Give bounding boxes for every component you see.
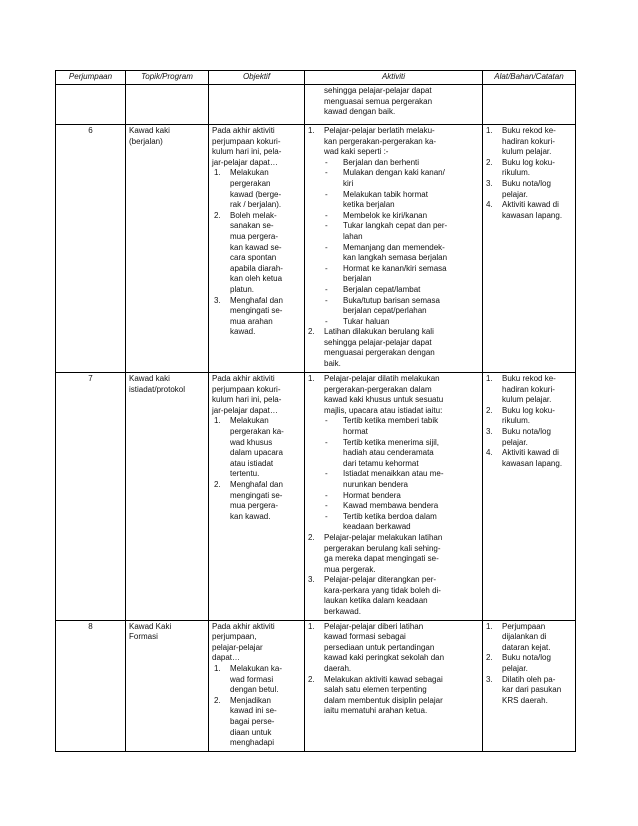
list-marker: 3. (486, 178, 493, 188)
objective-item (212, 480, 301, 522)
topic-text: Kawad kaki istiadat/protokol (129, 374, 186, 394)
cell-aktiviti (305, 373, 483, 621)
objective-intro: Pada akhir aktiviti perjumpaan kokuri- kulum hari ini, pela- jar-pelajar dapat… (212, 374, 282, 415)
cell-topik (126, 85, 209, 125)
activity-subitem (308, 491, 479, 502)
list-marker: 2. (486, 157, 493, 167)
list-marker: 3. (308, 575, 315, 585)
list-marker: - (325, 511, 328, 521)
list-marker: - (325, 168, 328, 178)
list-text: Kawad membawa bendera (343, 501, 439, 511)
cell-topik (126, 620, 209, 751)
objective-intro: Pada akhir aktiviti perjumpaan, pelajar-pelajar dapat… (212, 621, 275, 663)
list-marker: 2. (214, 210, 221, 220)
list-text: Buku nota/log pelajar. (502, 653, 551, 674)
cell-objektif (209, 85, 305, 125)
activity-continuation: sehingga pelajar-pelajar dapat menguasai semua pergerakan kawad dengan baik. (324, 86, 433, 117)
list-text: Pelajar-pelajar diberi latihan kawad formasi sebagai persediaan untuk pertandingan kawad kaki peringkat sekolah dan daerah. (324, 621, 445, 674)
list-text: Melakukan tabik hormat ketika berjalan (343, 189, 428, 210)
cell-topik (126, 373, 209, 621)
list-marker: - (325, 189, 328, 199)
cell-perjumpaan (56, 620, 126, 751)
activity-item (308, 533, 479, 575)
activity-subitem (308, 438, 479, 470)
cell-objektif (209, 620, 305, 751)
list-text: Melakukan pergerakan ka- wad khusus dalam upacara atau istiadat tertentu. (230, 416, 284, 479)
list-marker: - (325, 284, 328, 294)
list-text: Berjalan dan berhenti (343, 157, 420, 167)
list-marker: 1. (308, 374, 315, 383)
list-marker: 3. (486, 426, 493, 436)
list-text: Aktiviti kawad di kawasan lapang. (502, 200, 563, 220)
header-aktiviti: Aktiviti (305, 71, 483, 85)
list-text: Pelajar-pelajar dilatih melakukan pergerakan-pergerakan dalam kawad kaki khusus untuk sesuatu majlis, upacara atau istiadat iaitu: (324, 374, 444, 415)
objective-item (212, 664, 301, 696)
objective-item (212, 696, 301, 749)
list-marker: 1. (214, 664, 221, 674)
topic-text: Kawad Kaki Formasi (129, 621, 172, 642)
list-text: Latihan dilakukan berulang kali sehingga pelajar-pelajar dapat menguasai pergerakan dengan baik. (324, 327, 435, 369)
list-text: Tukar haluan (343, 316, 390, 326)
cell-aktiviti (305, 125, 483, 373)
activity-item (308, 575, 479, 617)
list-marker: - (325, 210, 328, 220)
list-text: Hormat ke kanan/kiri semasa berjalan (343, 263, 447, 284)
list-marker: 2. (308, 532, 315, 542)
list-marker: - (325, 157, 328, 167)
header-topik: Topik/Program (126, 71, 209, 85)
material-item (486, 448, 572, 469)
material-item (486, 179, 572, 200)
list-text: Hormat bendera (343, 490, 401, 500)
header-alat-bahan: Alat/Bahan/Catatan (483, 71, 576, 85)
list-text: Pelajar-pelajar berlatih melaku- kan pergerakan-pergerakan ka- wad kaki seperti :- (324, 126, 437, 157)
activity-subitem (308, 285, 479, 296)
list-marker: 2. (486, 653, 493, 663)
cell-perjumpaan (56, 85, 126, 125)
activity-subitem (308, 501, 479, 512)
objective-item (212, 168, 301, 210)
list-text: Menghafal dan mengingati se- mua pergera- kan kawad. (230, 479, 283, 521)
list-marker: - (325, 263, 328, 273)
activity-subitem (308, 211, 479, 222)
objective-item (212, 211, 301, 296)
list-text: Buku nota/log pelajar. (502, 426, 551, 447)
list-text: Menghafal dan mengingati se- mua arahan kawad. (230, 295, 283, 337)
header-perjumpaan: Perjumpaan (56, 71, 126, 85)
list-text: Berjalan cepat/lambat (343, 284, 421, 294)
list-marker: 2. (214, 695, 221, 705)
list-text: Boleh melak- sanakan se- mua pergera- kan kawad se- cara spontan apabila diarah- kan oleh ketua platun. (230, 210, 283, 294)
list-text: Istiadat menaikkan atau me- nurunkan bendera (343, 469, 444, 489)
header-objektif: Objektif (209, 71, 305, 85)
list-text: Tukar langkah cepat dan per- lahan (343, 221, 448, 241)
list-text: Melakukan aktiviti kawad sebagai salah satu elemen terpenting dalam membentuk disiplin pelajar iaitu mematuhi arahan ketua. (324, 674, 443, 716)
list-text: Aktiviti kawad di kawasan lapang. (502, 448, 563, 468)
list-text: Pelajar-pelajar melakukan latihan pergerakan berulang kali sehing- ga mereka dapat mengingati se- mua pergerak. (324, 532, 443, 574)
activity-subitem (308, 158, 479, 169)
list-text: Mulakan dengan kaki kanan/ kiri (343, 168, 445, 188)
activity-item (308, 374, 479, 416)
activity-subitem (308, 469, 479, 490)
list-marker: 1. (214, 416, 221, 426)
list-marker: - (325, 416, 328, 426)
activity-subitem (308, 221, 479, 242)
material-item (486, 406, 572, 427)
session-number: 7 (88, 374, 93, 383)
cell-aktiviti (305, 620, 483, 751)
activity-subitem (308, 317, 479, 328)
cell-objektif (209, 373, 305, 621)
material-item (486, 200, 572, 221)
list-marker: 1. (308, 126, 315, 135)
list-text: Tertib ketika berdoa dalam keadaan berkawad (343, 511, 437, 532)
material-item (486, 653, 572, 674)
list-text: Menjadikan kawad ini se- bagai perse- diaan untuk menghadapi (230, 695, 277, 748)
table-header-row (56, 71, 576, 85)
list-text: Buku log koku- rikulum. (502, 405, 555, 426)
list-text: Tertib ketika memberi tabik hormat (343, 416, 439, 436)
material-item (486, 158, 572, 179)
list-marker: 1. (214, 168, 221, 178)
list-marker: - (325, 295, 328, 305)
list-marker: 2. (308, 327, 315, 337)
list-marker: - (325, 242, 328, 252)
activity-subitem (308, 190, 479, 211)
list-text: Buka/tutup barisan semasa berjalan cepat/perlahan (343, 295, 440, 316)
material-item (486, 675, 572, 707)
material-item (486, 374, 572, 406)
activity-item (308, 126, 479, 158)
list-marker: - (325, 501, 328, 511)
objective-intro: Pada akhir aktiviti perjumpaan kokuri- kulum hari ini, pela- jar-pelajar dapat… (212, 126, 282, 167)
cell-perjumpaan (56, 373, 126, 621)
cell-alat-bahan (483, 373, 576, 621)
objective-item (212, 416, 301, 480)
session-number: 6 (88, 126, 93, 135)
table-row (56, 620, 576, 751)
session-number: 8 (88, 621, 93, 631)
list-text: Memanjang dan memendek- kan langkah semasa berjalan (343, 242, 448, 263)
activity-item (308, 622, 479, 675)
cell-alat-bahan (483, 125, 576, 373)
activity-subitem (308, 168, 479, 189)
list-marker: 3. (214, 295, 221, 305)
table-row (56, 373, 576, 621)
material-item (486, 427, 572, 448)
cell-alat-bahan (483, 85, 576, 125)
cell-objektif (209, 125, 305, 373)
list-text: Melakukan pergerakan kawad (berge- rak / berjalan). (230, 168, 282, 210)
list-marker: - (325, 469, 328, 479)
list-marker: - (325, 221, 328, 231)
list-text: Buku rekod ke- hadiran kokuri- kulum pelajar. (502, 126, 556, 157)
list-marker: 1. (486, 126, 493, 135)
list-text: Buku rekod ke- hadiran kokuri- kulum pelajar. (502, 374, 556, 405)
list-marker: 1. (486, 374, 493, 383)
list-text: Membelok ke kiri/kanan (343, 210, 428, 220)
activity-subitem (308, 264, 479, 285)
cell-aktiviti (305, 85, 483, 125)
activity-subitem (308, 243, 479, 264)
activity-subitem (308, 416, 479, 437)
objective-item (212, 296, 301, 338)
list-marker: 1. (308, 621, 315, 631)
activity-item (308, 327, 479, 369)
list-text: Buku log koku- rikulum. (502, 157, 555, 178)
list-marker: - (325, 437, 328, 447)
cell-perjumpaan (56, 125, 126, 373)
topic-text: Kawad kaki (berjalan) (129, 126, 170, 146)
table-row (56, 125, 576, 373)
activity-subitem (308, 296, 479, 317)
cell-topik (126, 125, 209, 373)
list-text: Pelajar-pelajar diterangkan per- kara-perkara yang tidak boleh di- laukan ketika dalam keadaan berkawad. (324, 575, 441, 617)
cell-alat-bahan (483, 620, 576, 751)
list-marker: 3. (486, 674, 493, 684)
list-marker: 4. (486, 200, 493, 210)
table-row (56, 85, 576, 125)
list-marker: 4. (486, 448, 493, 458)
list-text: Melakukan ka- wad formasi dengan betul. (230, 664, 283, 695)
list-marker: 2. (214, 479, 221, 489)
list-text: Buku nota/log pelajar. (502, 178, 551, 199)
list-marker: - (325, 316, 328, 326)
list-text: Perjumpaan dijalankan di dataran kejat. (502, 621, 551, 652)
material-item (486, 126, 572, 158)
list-text: Dilatih oleh pa- kar dari pasukan KRS daerah. (502, 674, 562, 705)
list-marker: 1. (486, 621, 493, 631)
lesson-plan-table (55, 70, 576, 752)
list-marker: - (325, 490, 328, 500)
list-marker: 2. (486, 405, 493, 415)
material-item (486, 622, 572, 654)
activity-subitem (308, 512, 479, 533)
list-text: Tertib ketika menerima sijil, hadiah atau cenderamata dari tetamu kehormat (343, 437, 440, 468)
list-marker: 2. (308, 674, 315, 684)
activity-item (308, 675, 479, 717)
